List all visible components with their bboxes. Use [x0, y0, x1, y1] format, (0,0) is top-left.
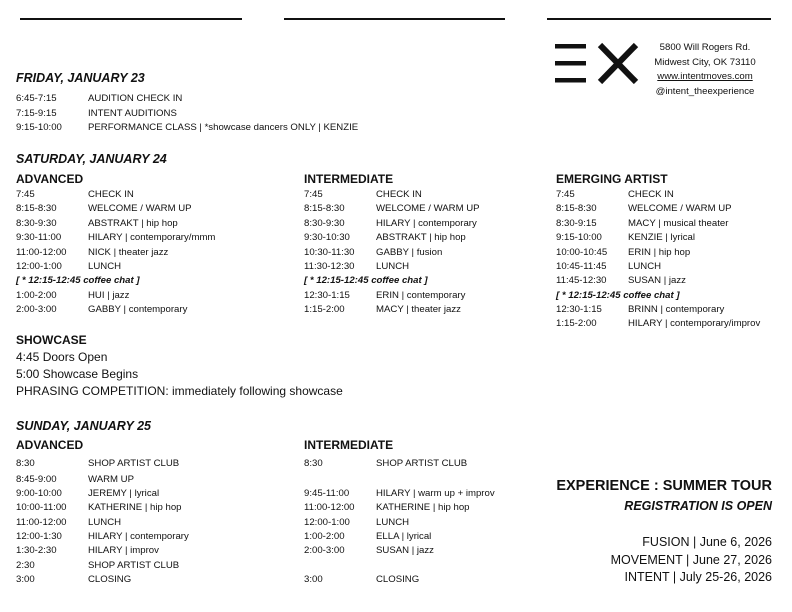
schedule-time: 12:00-1:00	[304, 517, 350, 528]
tour-event: INTENT | July 25-26, 2026	[624, 570, 772, 584]
top-rule-left	[20, 18, 242, 20]
schedule-time: 12:00-1:00	[16, 261, 62, 272]
schedule-activity: SUSAN | jazz	[628, 275, 686, 286]
schedule-time: 9:15-10:00	[556, 232, 602, 243]
schedule-activity: ELLA | lyrical	[376, 531, 432, 542]
schedule-time: 11:00-12:00	[16, 517, 67, 528]
coffee-chat-note: [ * 12:15-12:45 coffee chat ]	[556, 290, 680, 301]
schedule-time: 8:45-9:00	[16, 474, 57, 485]
ex-logo-icon	[555, 42, 639, 84]
schedule-activity: SHOP ARTIST CLUB	[88, 560, 180, 571]
schedule-activity: SUSAN | jazz	[376, 545, 434, 556]
schedule-activity: WELCOME / WARM UP	[376, 203, 480, 214]
schedule-activity: HILARY | contemporary	[88, 531, 189, 542]
schedule-activity: KENZIE | lyrical	[628, 232, 695, 243]
coffee-chat-note: [ * 12:15-12:45 coffee chat ]	[16, 275, 140, 286]
schedule-activity: CHECK IN	[628, 189, 674, 200]
schedule-activity: ERIN | hip hop	[628, 247, 691, 258]
schedule-activity: HILARY | warm up + improv	[376, 488, 495, 499]
schedule-time: 9:30-10:30	[304, 232, 350, 243]
schedule-time: 7:45	[556, 189, 575, 200]
schedule-time: 11:45-12:30	[556, 275, 607, 286]
schedule-time: 11:00-12:00	[304, 502, 355, 513]
schedule-time: 7:15-9:15	[16, 108, 57, 119]
schedule-activity: ABSTRAKT | hip hop	[88, 218, 178, 229]
schedule-activity: LUNCH	[88, 261, 122, 272]
schedule-time: 3:00	[16, 574, 35, 585]
schedule-activity: WARM UP	[88, 474, 135, 485]
schedule-activity: WELCOME / WARM UP	[88, 203, 192, 214]
schedule-activity: JEREMY | lyrical	[88, 488, 160, 499]
social-handle: @intent_theexperience	[655, 85, 755, 97]
schedule-time: 7:45	[304, 189, 323, 200]
schedule-activity: HUI | jazz	[88, 290, 130, 301]
schedule-activity: AUDITION CHECK IN	[88, 93, 183, 104]
sunday-intermediate-label: INTERMEDIATE	[304, 438, 394, 452]
website-link[interactable]: www.intentmoves.com	[657, 71, 753, 82]
schedule-activity: NICK | theater jazz	[88, 247, 169, 258]
schedule-activity: HILARY | contemporary	[376, 218, 477, 229]
tour-title: EXPERIENCE : SUMMER TOUR	[556, 478, 772, 494]
tour-subtitle: REGISTRATION IS OPEN	[624, 499, 772, 513]
schedule-activity: HILARY | contemporary/mmm	[88, 232, 216, 243]
schedule-activity: ABSTRAKT | hip hop	[376, 232, 466, 243]
saturday-emerging-label: EMERGING ARTIST	[556, 172, 668, 186]
coffee-chat-note: [ * 12:15-12:45 coffee chat ]	[304, 275, 428, 286]
schedule-time: 9:00-10:00	[16, 488, 62, 499]
schedule-activity: LUNCH	[88, 517, 122, 528]
schedule-activity: SHOP ARTIST CLUB	[376, 458, 468, 469]
schedule-activity: BRINN | contemporary	[628, 304, 725, 315]
sunday-title: SUNDAY, JANUARY 25	[16, 419, 152, 433]
schedule-activity: LUNCH	[376, 261, 410, 272]
saturday-advanced-label: ADVANCED	[16, 172, 84, 186]
schedule-time: 1:15-2:00	[556, 318, 597, 329]
top-rule-center	[284, 18, 505, 20]
schedule-time: 2:00-3:00	[304, 545, 345, 556]
saturday-title: SATURDAY, JANUARY 24	[16, 152, 167, 166]
schedule-time: 8:30-9:15	[556, 218, 597, 229]
schedule-activity: CLOSING	[88, 574, 132, 585]
schedule-activity: KATHERINE | hip hop	[376, 502, 470, 513]
schedule-time: 12:00-1:30	[16, 531, 62, 542]
schedule-activity: GABBY | fusion	[376, 247, 443, 258]
schedule-time: 9:30-11:00	[16, 232, 62, 243]
schedule-time: 8:15-8:30	[16, 203, 57, 214]
friday-title: FRIDAY, JANUARY 23	[16, 71, 145, 85]
schedule-activity: INTENT AUDITIONS	[88, 108, 177, 119]
schedule-activity: CLOSING	[376, 574, 420, 585]
top-rule-right	[547, 18, 771, 20]
schedule-time: 8:30	[16, 458, 35, 469]
schedule-time: 6:45-7:15	[16, 93, 57, 104]
schedule-activity: ERIN | contemporary	[376, 290, 466, 301]
schedule-activity: CHECK IN	[88, 189, 134, 200]
schedule-time: 12:30-1:15	[304, 290, 350, 301]
schedule-time: 11:00-12:00	[16, 247, 67, 258]
schedule-activity: HILARY | improv	[88, 545, 159, 556]
schedule-activity: CHECK IN	[376, 189, 422, 200]
schedule-activity: WELCOME / WARM UP	[628, 203, 732, 214]
schedule-time: 9:15-10:00	[16, 122, 62, 133]
schedule-time: 3:00	[304, 574, 323, 585]
schedule-time: 1:30-2:30	[16, 545, 57, 556]
schedule-time: 10:00-11:00	[16, 502, 67, 513]
schedule-time: 8:30-9:30	[16, 218, 57, 229]
schedule-time: 8:15-8:30	[304, 203, 345, 214]
schedule-time: 11:30-12:30	[304, 261, 355, 272]
schedule-time: 2:00-3:00	[16, 304, 57, 315]
schedule-activity: PERFORMANCE CLASS | *showcase dancers ONLY | KENZIE	[88, 122, 359, 133]
schedule-time: 7:45	[16, 189, 35, 200]
address-block	[640, 41, 770, 99]
saturday-intermediate-label: INTERMEDIATE	[304, 172, 394, 186]
showcase-line: 4:45 Doors Open	[16, 350, 108, 364]
sunday-advanced-label: ADVANCED	[16, 438, 84, 452]
schedule-time: 1:15-2:00	[304, 304, 345, 315]
tour-event: FUSION | June 6, 2026	[642, 535, 772, 549]
schedule-time: 1:00-2:00	[16, 290, 57, 301]
schedule-time: 8:30-9:30	[304, 218, 345, 229]
showcase-label: SHOWCASE	[16, 333, 87, 347]
schedule-time: 8:30	[304, 458, 323, 469]
schedule-time: 1:00-2:00	[304, 531, 345, 542]
schedule-time: 12:30-1:15	[556, 304, 602, 315]
schedule-activity: KATHERINE | hip hop	[88, 502, 182, 513]
schedule-activity: LUNCH	[628, 261, 662, 272]
schedule-activity: GABBY | contemporary	[88, 304, 188, 315]
showcase-line: PHRASING COMPETITION: immediately following showcase	[16, 384, 343, 398]
schedule-time: 2:30	[16, 560, 35, 571]
address-line1: 5800 Will Rogers Rd.	[659, 42, 751, 53]
tour-event: MOVEMENT | June 27, 2026	[610, 553, 772, 567]
schedule-activity: MACY | theater jazz	[376, 304, 461, 315]
schedule-activity: LUNCH	[376, 517, 410, 528]
schedule-activity: SHOP ARTIST CLUB	[88, 458, 180, 469]
schedule-time: 8:15-8:30	[556, 203, 597, 214]
schedule-time: 10:00-10:45	[556, 247, 608, 258]
schedule-time: 9:45-11:00	[304, 488, 350, 499]
showcase-line: 5:00 Showcase Begins	[16, 367, 139, 381]
schedule-time: 10:45-11:45	[556, 261, 607, 272]
address-line2: Midwest City, OK 73110	[654, 56, 756, 68]
schedule-activity: HILARY | contemporary/improv	[628, 318, 761, 329]
schedule-activity: MACY | musical theater	[628, 218, 729, 229]
schedule-time: 10:30-11:30	[304, 247, 355, 258]
